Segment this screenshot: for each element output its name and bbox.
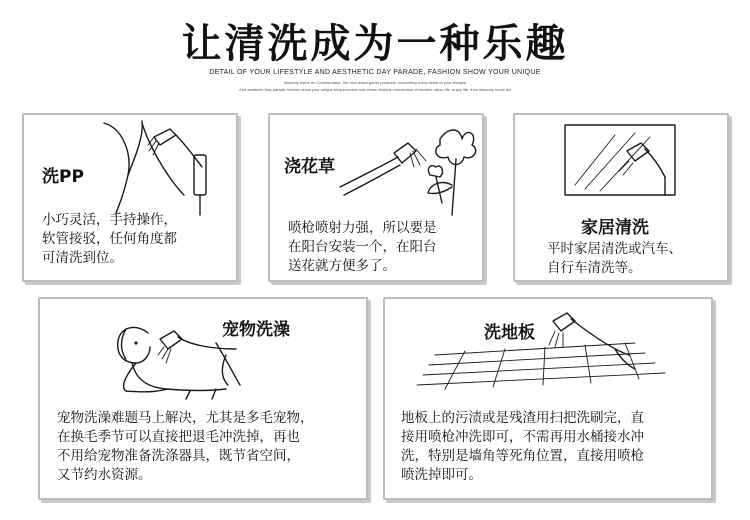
fine-print-line-2: And aesthetic Day parade, fashion show your unique temperament and charm Natural introduction of modern urban life, enjoy life, from leisurely home art bbox=[239, 87, 511, 92]
description-line: 在换毛季节可以直接把退毛冲洗掉，再也 bbox=[57, 429, 300, 445]
description-line: 接用喷枪冲洗即可，不需再用水桶接水冲 bbox=[401, 429, 644, 445]
description-line: 自行车清洗等。 bbox=[547, 260, 642, 276]
card-description bbox=[401, 409, 644, 485]
card-wash-pp bbox=[22, 113, 238, 282]
card-water-plants bbox=[268, 113, 484, 282]
card-description bbox=[57, 409, 314, 485]
fine-print-line-1: leisurely home en Commentator, the new avant-garde products, recounting every detail of your lifestyle bbox=[284, 80, 466, 85]
page-title: 让清洗成为一种乐趣 bbox=[181, 21, 569, 67]
card-title: 浇花草 bbox=[284, 157, 335, 177]
description-line: 小巧灵活，手持操作， bbox=[42, 212, 177, 228]
card-title: 洗PP bbox=[42, 167, 84, 187]
description-line: 宠物洗澡难题马上解决，尤其是多毛宠物， bbox=[57, 410, 314, 426]
card-title: 家居清洗 bbox=[581, 218, 649, 238]
card-title: 宠物洗澡 bbox=[222, 320, 290, 340]
card-home-cleaning bbox=[513, 113, 729, 282]
page-subtitle: DETAIL OF YOUR LIFESTYLE AND AESTHETIC DAY PARADE, FASHION SHOW YOUR UNIQUE bbox=[209, 69, 541, 76]
description-line: 洗，特别是墙角等死角位置，直接用喷枪 bbox=[401, 448, 644, 464]
description-line: 地板上的污渍或是残渣用扫把洗刷完，直 bbox=[401, 410, 644, 426]
description-line: 又节约水资源。 bbox=[57, 467, 152, 483]
card-pet-bathing bbox=[38, 297, 368, 500]
card-description bbox=[42, 211, 177, 268]
description-line: 可清洗到位。 bbox=[42, 250, 123, 266]
description-line: 平时家居清洗或汽车、 bbox=[547, 241, 682, 257]
description-line: 在阳台安装一个，在阳台 bbox=[288, 239, 437, 255]
description-line: 喷洗掉即可。 bbox=[401, 467, 482, 483]
card-description bbox=[547, 240, 682, 278]
description-line: 喷枪喷射力强，所以要是 bbox=[288, 220, 437, 236]
card-title: 洗地板 bbox=[484, 323, 535, 343]
description-line: 软管接驳，任何角度都 bbox=[42, 231, 177, 247]
card-floor-washing bbox=[383, 297, 713, 500]
description-line: 送花就方便多了。 bbox=[288, 258, 396, 274]
card-description bbox=[288, 219, 437, 276]
description-line: 不用给宠物准备洗涤器具，既节省空间， bbox=[57, 448, 300, 464]
